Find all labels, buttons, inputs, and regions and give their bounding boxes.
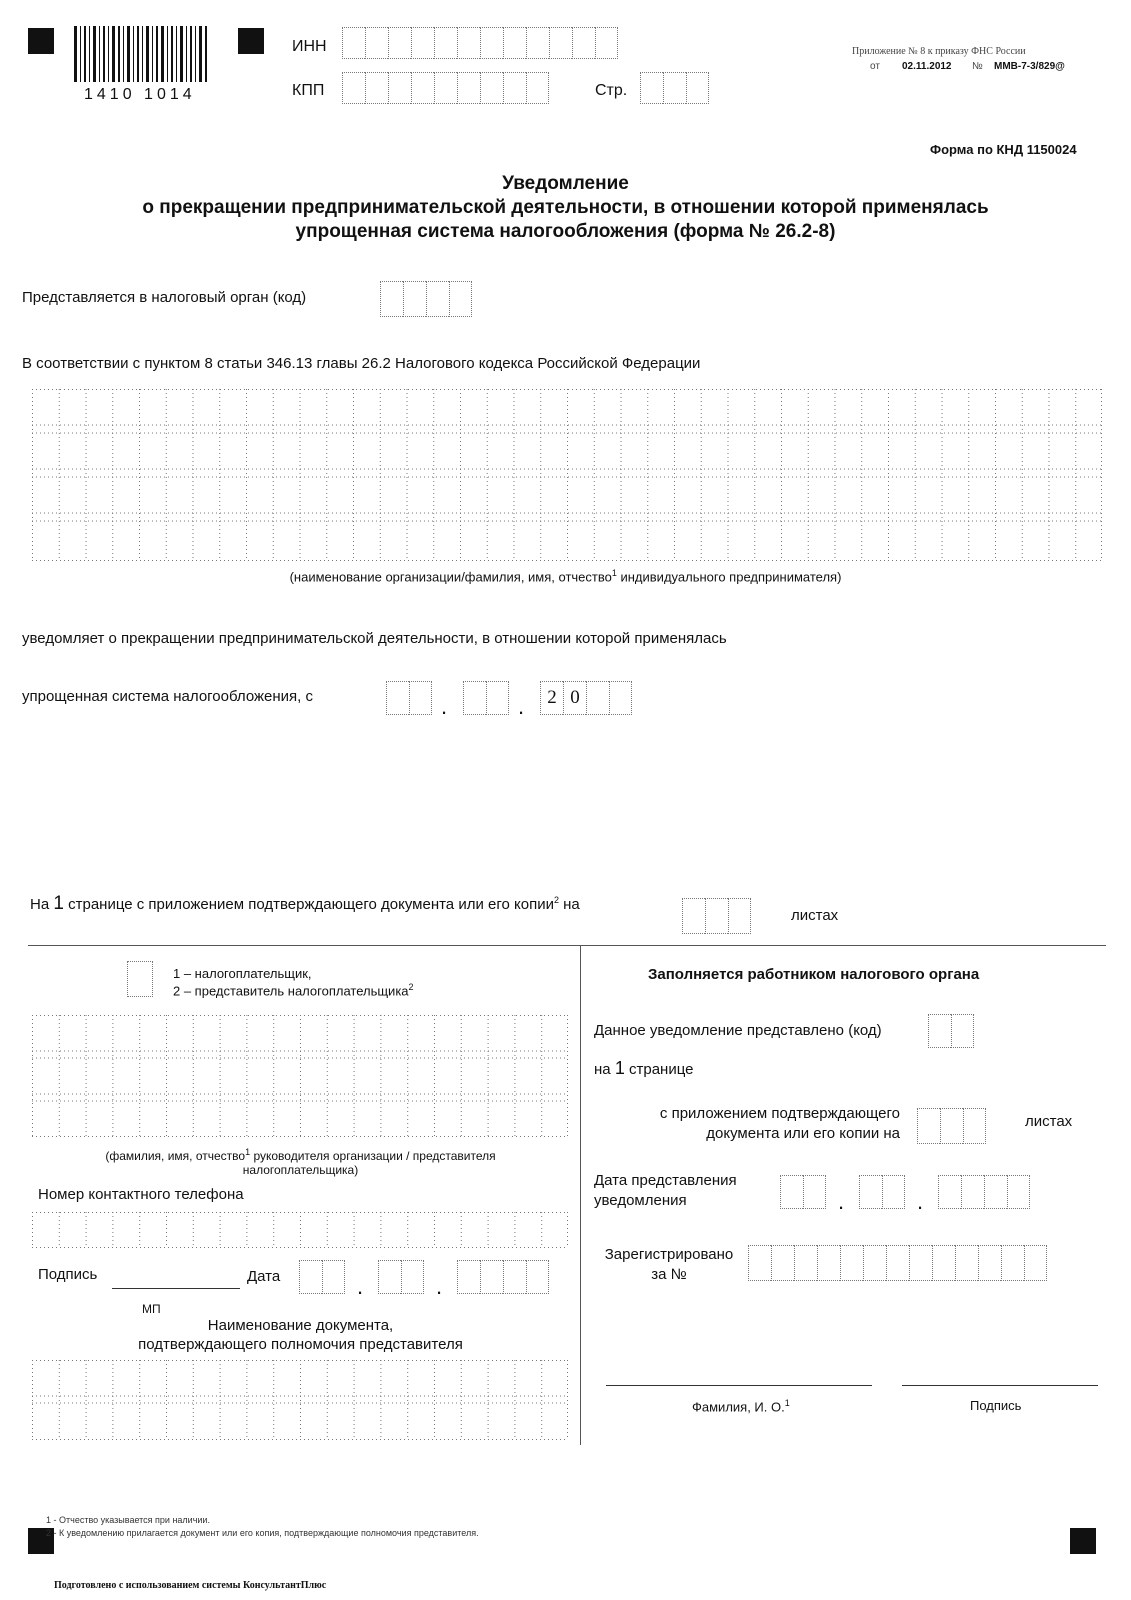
submission-day-field[interactable] xyxy=(780,1175,826,1209)
column-divider xyxy=(580,945,581,1445)
pages-number: 1 xyxy=(53,893,64,914)
doc-name-field[interactable] xyxy=(32,1360,568,1440)
submission-date-line1: Дата представления xyxy=(594,1172,737,1189)
date-separator: . xyxy=(441,694,448,719)
legal-basis: В соответствии с пунктом 8 статьи 346.13 главы 26.2 Налогового кодекса Российской Федерации xyxy=(22,355,701,372)
name-caption-part1: (наименование организации/фамилия, имя, отчество xyxy=(289,569,612,585)
option-taxpayer: 1 – налогоплательщик, xyxy=(173,966,312,981)
appendix-date: 02.11.2012 xyxy=(902,61,952,72)
registered-line2: за № xyxy=(651,1266,687,1283)
inn-label: ИНН xyxy=(292,38,327,55)
appendix-from: от xyxy=(870,61,880,72)
attachment-label xyxy=(600,1104,900,1144)
title-line2: о прекращении предпринимательской деятельности, в отношении которой применялась xyxy=(142,197,989,218)
prepared-with: Подготовлено с использованием системы КонсультантПлюс xyxy=(54,1580,327,1591)
doc-name-line1: Наименование документа, xyxy=(207,1317,394,1334)
date-separator: . xyxy=(518,694,525,719)
officer-fio-line[interactable] xyxy=(606,1385,872,1386)
name-caption-sup: 1 xyxy=(611,568,617,578)
doc-name-grid xyxy=(32,1360,568,1440)
submitted-code-field[interactable] xyxy=(928,1014,974,1048)
corner-marker-top-right xyxy=(238,28,264,54)
date-separator: . xyxy=(917,1189,924,1214)
stamp-label: МП xyxy=(142,1302,161,1316)
fio-caption-sup: 1 xyxy=(245,1147,251,1157)
sign-day-field[interactable] xyxy=(299,1260,345,1294)
kpp-field[interactable] xyxy=(342,72,549,104)
pages-line xyxy=(30,893,580,915)
footnote-1: 1 - Отчество указывается при наличии. xyxy=(46,1515,210,1525)
signer-fio-caption xyxy=(28,1145,573,1177)
kpp-label: КПП xyxy=(292,82,325,99)
fio-caption-part2: руководителя организации / представителя xyxy=(250,1149,496,1163)
option-representative xyxy=(173,982,414,998)
barcode-number: 1410 1014 xyxy=(84,86,196,103)
registered-line1: Зарегистрировано xyxy=(604,1246,734,1263)
phone-grid xyxy=(32,1212,568,1248)
submission-month-field[interactable] xyxy=(859,1175,905,1209)
submission-date-label xyxy=(594,1171,737,1211)
tax-office-label: Представляется в налоговый орган (код) xyxy=(22,289,307,306)
tax-office-code-field[interactable] xyxy=(380,281,472,317)
signer-type-field[interactable] xyxy=(127,961,153,997)
inn-field[interactable] xyxy=(342,27,618,59)
appendix-no-label: № xyxy=(972,61,983,72)
option-representative-sup: 2 xyxy=(408,982,414,992)
tax-officer-heading: Заполняется работником налогового органа xyxy=(648,966,980,983)
officer-attachment-sheets-field[interactable] xyxy=(917,1108,986,1144)
signer-fio-field[interactable] xyxy=(32,1015,568,1137)
title-line3: упрощенная система налогообложения (форма № 26.2-8) xyxy=(295,221,836,242)
usn-since-label: упрощенная система налогообложения, с xyxy=(22,688,313,705)
page-label: Стр. xyxy=(595,82,628,99)
since-year-field[interactable] xyxy=(540,681,632,715)
signature-label: Подпись xyxy=(38,1266,98,1283)
fio-caption-part3: налогоплательщика) xyxy=(242,1163,359,1177)
officer-fio-sup: 1 xyxy=(784,1398,790,1408)
pages-on: на xyxy=(563,896,580,913)
notifies-line: уведомляет о прекращении предпринимательской деятельности, в отношении которой применялась xyxy=(22,630,727,647)
footnote-2: 2 - К уведомлению прилагается документ или его копия, подтверждающие полномочия представителя. xyxy=(46,1528,479,1538)
officer-signature-line[interactable] xyxy=(902,1385,1098,1386)
submission-year-field[interactable] xyxy=(938,1175,1030,1209)
since-day-field[interactable] xyxy=(386,681,432,715)
officer-sheets-label: листах xyxy=(1025,1113,1073,1130)
corner-marker-top-left xyxy=(28,28,54,54)
sign-year-field[interactable] xyxy=(457,1260,549,1294)
since-month-field[interactable] xyxy=(463,681,509,715)
officer-signature-label: Подпись xyxy=(970,1398,1022,1413)
page-number-field[interactable] xyxy=(640,72,709,104)
submitted-label: Данное уведомление представлено (код) xyxy=(594,1022,882,1039)
fio-caption-part1: (фамилия, имя, отчество xyxy=(105,1149,246,1163)
officer-fio-label xyxy=(692,1398,790,1414)
attachment-line2: документа или его копии на xyxy=(706,1125,900,1142)
on-page-number: 1 xyxy=(614,1058,625,1078)
name-caption-part2: индивидуального предпринимателя) xyxy=(616,569,842,585)
organization-name-caption xyxy=(0,568,1131,584)
doc-name-line2: подтверждающего полномочия представителя xyxy=(138,1336,463,1353)
phone-label: Номер контактного телефона xyxy=(38,1186,244,1203)
option-representative-text: 2 – представитель налогоплательщика xyxy=(173,983,409,999)
submission-date-line2: уведомления xyxy=(594,1192,687,1209)
barcode xyxy=(72,26,212,84)
pages-sup: 2 xyxy=(553,895,559,905)
officer-fio-text: Фамилия, И. О. xyxy=(692,1399,785,1415)
phone-field[interactable] xyxy=(32,1212,568,1248)
year-digit: 0 xyxy=(563,681,586,715)
section-divider xyxy=(28,945,1106,946)
appendix-line1: Приложение № 8 к приказу ФНС России xyxy=(852,46,1026,57)
signer-fio-grid xyxy=(32,1015,568,1137)
registered-label xyxy=(594,1245,744,1285)
doc-name-heading xyxy=(28,1316,573,1354)
organization-name-field[interactable] xyxy=(32,389,1102,561)
attachment-line1: с приложением подтверждающего xyxy=(659,1105,900,1122)
date-separator: . xyxy=(357,1274,364,1299)
sheets-label: листах xyxy=(791,907,839,924)
pages-text: странице с приложением подтверждающего документа или его копии xyxy=(68,896,554,913)
on-page-prefix: на xyxy=(594,1061,611,1078)
pages-prefix: На xyxy=(30,896,50,913)
corner-marker-bottom-right xyxy=(1070,1528,1096,1554)
sign-month-field[interactable] xyxy=(378,1260,424,1294)
date-separator: . xyxy=(436,1274,443,1299)
appendix-number: ММВ-7-3/829@ xyxy=(994,61,1065,72)
organization-name-grid xyxy=(32,389,1102,561)
attachment-sheets-field[interactable] xyxy=(682,898,751,934)
date-separator: . xyxy=(838,1189,845,1214)
date-label: Дата xyxy=(247,1268,281,1285)
on-page-suffix: странице xyxy=(629,1061,694,1078)
form-title xyxy=(0,172,1131,244)
title-line1: Уведомление xyxy=(502,173,629,194)
signature-line[interactable] xyxy=(112,1288,240,1289)
registration-number-field[interactable] xyxy=(748,1245,1047,1281)
on-page-line xyxy=(594,1058,693,1079)
form-code: Форма по КНД 1150024 xyxy=(930,142,1077,157)
year-digit: 2 xyxy=(540,681,563,715)
